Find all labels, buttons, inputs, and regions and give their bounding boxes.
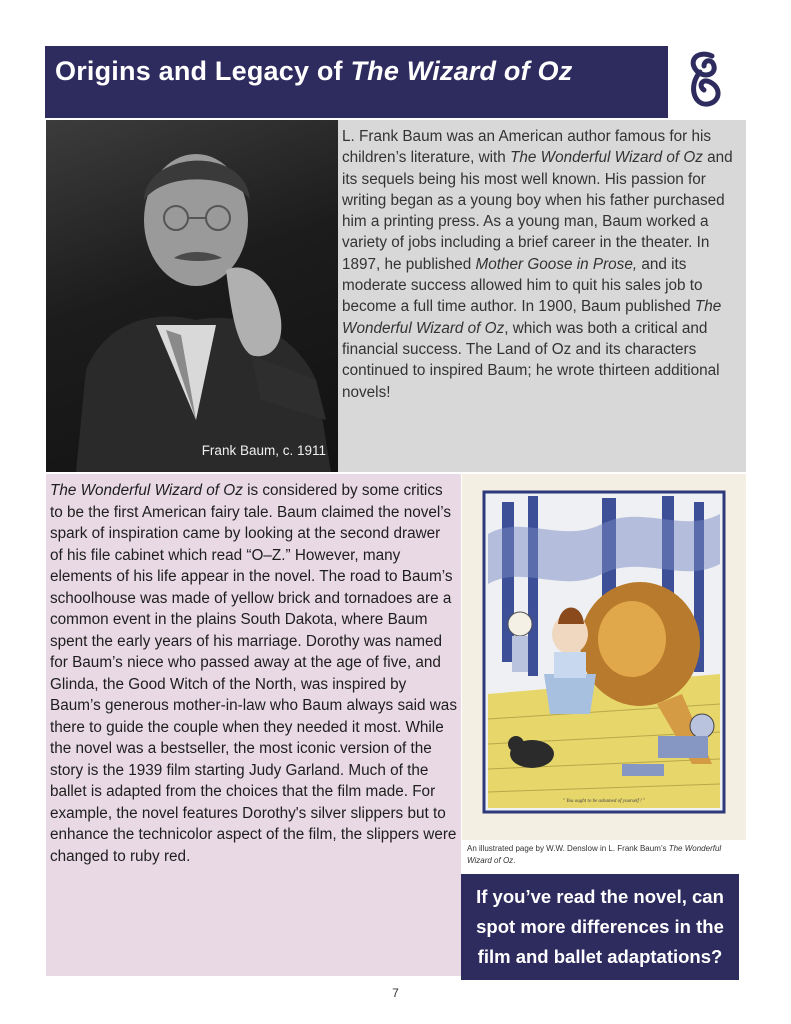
illus-caption-suffix: .	[513, 856, 516, 865]
photo-caption: Frank Baum, c. 1911	[201, 443, 326, 458]
portrait-figure	[46, 120, 338, 472]
bio-part-2: and its sequels being his most well known. His passion for writing began as a young boy when his father purchased him a printing press. As a young man, Baum worked a variety of jobs including a brief career in the theater. In 1897, he published	[342, 149, 733, 273]
illustration-inner-caption: " You ought to be ashamed of yourself ! "	[562, 799, 646, 804]
illustration-art	[462, 474, 746, 840]
bio-part-3: and its moderate success allowed him to quit his sales job to become a full time author. In 1900, Baum published	[342, 255, 703, 316]
illustration-caption	[467, 843, 742, 867]
page-title	[45, 46, 668, 118]
bio-italic-1: The Wonderful Wizard of Oz	[510, 149, 703, 167]
page-number: 7	[392, 986, 399, 1000]
story-italic-title: The Wonderful Wizard of Oz	[50, 482, 243, 499]
story-body: is considered by some critics to be the first American fairy tale. Baum claimed the novel’s spark of inspiration came by looking at the second drawer of his file cabinet which read “O–Z.” However, many elements of his life appear in the novel. The road to Baum’s schoolhouse was made of yellow brick and tornadoes are a common event in the plains South Dakota, where Baum spent the early years of his marriage. Dorothy was named for Baum’s niece who passed away at the age of five, and Glinda, the Good Witch of the North, was inspired by Baum’s generous mother-in-law who Baum always said was there to guide the couple when they needed it most. While the novel was a bestseller, the most iconic version of the story is the 1939 film starting Judy Garland. Much of the ballet is adapted from the choices that the film made. For example, the novel features Dorothy's silver slippers but to enhance the technicolor aspect of the film, the slippers were changed to ruby red.	[50, 482, 457, 865]
illus-caption-italic: The Wonderful Wizard of Oz	[467, 844, 722, 865]
portrait-photo	[46, 120, 338, 472]
denslow-illustration	[462, 474, 746, 840]
bio-part-4: , which was both a critical and financial success. The Land of Oz and its characters continued to inspired Baum; he wrote thirteen additional novels!	[342, 319, 720, 401]
bio-italic-2: Mother Goose in Prose,	[475, 255, 638, 273]
story-text	[46, 474, 461, 976]
title-italic: The Wizard of Oz	[350, 56, 573, 86]
bio-italic-3: The Wonderful Wizard of Oz	[342, 298, 722, 337]
question-callout: If you’ve read the novel, can spot more differences in the film and ballet adaptations?	[461, 874, 739, 980]
biography-text	[338, 120, 746, 472]
bio-part-1: L. Frank Baum was an American author famous for his children’s literature, with	[342, 128, 711, 167]
ribbon-logo-icon	[682, 50, 730, 112]
title-prefix: Origins and Legacy of	[55, 56, 351, 86]
illus-caption-prefix: An illustrated page by W.W. Denslow in L. Frank Baum’s	[467, 844, 669, 853]
